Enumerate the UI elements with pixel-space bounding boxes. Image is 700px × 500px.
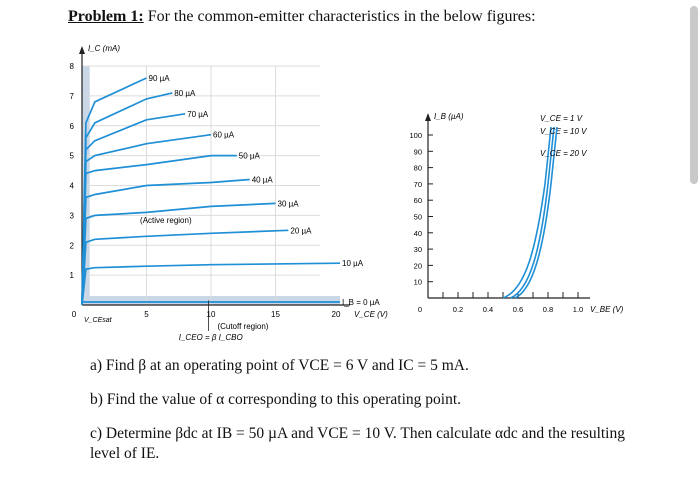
x-axis-label: V_CE (V): [354, 310, 388, 319]
x-tick-label: 0.6: [512, 305, 524, 314]
question-b: b) Find the value of α corresponding to this operating point.: [90, 391, 462, 408]
y-tick-label: 50: [413, 212, 422, 222]
question-c: c) Determine βdc at IB = 50 µA and VCE = 10 V. Then calculate αdc and the resulting level of IE.: [90, 425, 625, 462]
problem-label: Problem 1:: [68, 8, 144, 25]
question-a: a) Find β at an operating point of VCE = 6 V and IC = 5 mA.: [90, 357, 469, 374]
series-label-60-a: 60 µA: [213, 130, 235, 140]
y-tick-label: 20: [413, 261, 422, 271]
y-axis-arrow: [79, 46, 85, 54]
series-label-v-ce-1-v: V_CE = 1 V: [540, 114, 583, 123]
origin-label: 0: [417, 305, 423, 314]
x-axis-label: V_BE (V): [590, 305, 624, 314]
x-tick-label: 5: [144, 310, 149, 319]
x-tick-label: 20: [331, 310, 341, 319]
iceo-label: I_CEO = β I_CBO: [178, 333, 243, 342]
x-tick-label: 0.8: [542, 305, 554, 314]
series-label-40-a: 40 µA: [251, 175, 273, 185]
y-tick-label: 4: [69, 181, 74, 191]
scrollbar[interactable]: [690, 6, 698, 184]
y-tick-label: 8: [69, 62, 74, 71]
vcesat-label: V_CEsat: [84, 317, 112, 324]
series-line-80-a: [82, 93, 172, 305]
x-tick-label: 1.0: [572, 305, 584, 314]
series-label-50-a: 50 µA: [238, 151, 260, 161]
y-tick-label: 7: [69, 91, 74, 101]
series-line-50-a: [82, 156, 237, 305]
y-tick-label: 70: [413, 179, 422, 189]
series-label-10-a: 10 µA: [342, 259, 364, 269]
x-tick-label: 10: [206, 310, 216, 319]
series-label-30-a: 30 µA: [277, 199, 299, 209]
collector-characteristics-chart: [70, 44, 389, 342]
y-tick-label: 1: [69, 271, 74, 281]
y-axis-label: I_B (µA): [434, 112, 464, 121]
series-label-v-ce-20-v: V_CE = 20 V: [540, 149, 587, 158]
y-tick-label: 40: [413, 228, 422, 238]
series-label-i-b-0-a: I_B = 0 µA: [342, 298, 380, 308]
x-tick-label: 0.2: [452, 305, 464, 314]
active-region-label: (Active region): [140, 215, 192, 225]
y-tick-label: 5: [69, 151, 74, 161]
y-tick-label: 100: [409, 131, 422, 140]
series-label-20-a: 20 µA: [290, 226, 312, 236]
series-line-40-a: [82, 180, 250, 306]
series-label-70-a: 70 µA: [187, 109, 209, 119]
y-tick-label: 3: [69, 211, 74, 221]
problem-text: For the common-emitter characteristics in the below figures:: [147, 8, 536, 25]
y-tick-label: 6: [69, 121, 74, 131]
input-characteristics-chart: [409, 112, 623, 314]
y-tick-label: 60: [413, 196, 422, 206]
y-tick-label: 10: [413, 277, 422, 287]
x-tick-label: 15: [271, 310, 280, 319]
y-tick-label: 90: [413, 147, 422, 157]
y-tick-label: 80: [413, 163, 422, 173]
y-tick-label: 2: [69, 241, 74, 251]
y-axis-arrow: [425, 113, 431, 121]
y-tick-label: 30: [413, 245, 422, 255]
cutoff-region-label: (Cutoff region): [217, 322, 269, 331]
y-axis-label: I_C (mA): [88, 44, 120, 53]
origin-label: 0: [71, 310, 77, 319]
series-label-90-a: 90 µA: [148, 73, 170, 83]
series-label-v-ce-10-v: V_CE = 10 V: [540, 127, 587, 136]
x-tick-label: 0.4: [482, 305, 494, 314]
series-label-80-a: 80 µA: [174, 88, 196, 98]
